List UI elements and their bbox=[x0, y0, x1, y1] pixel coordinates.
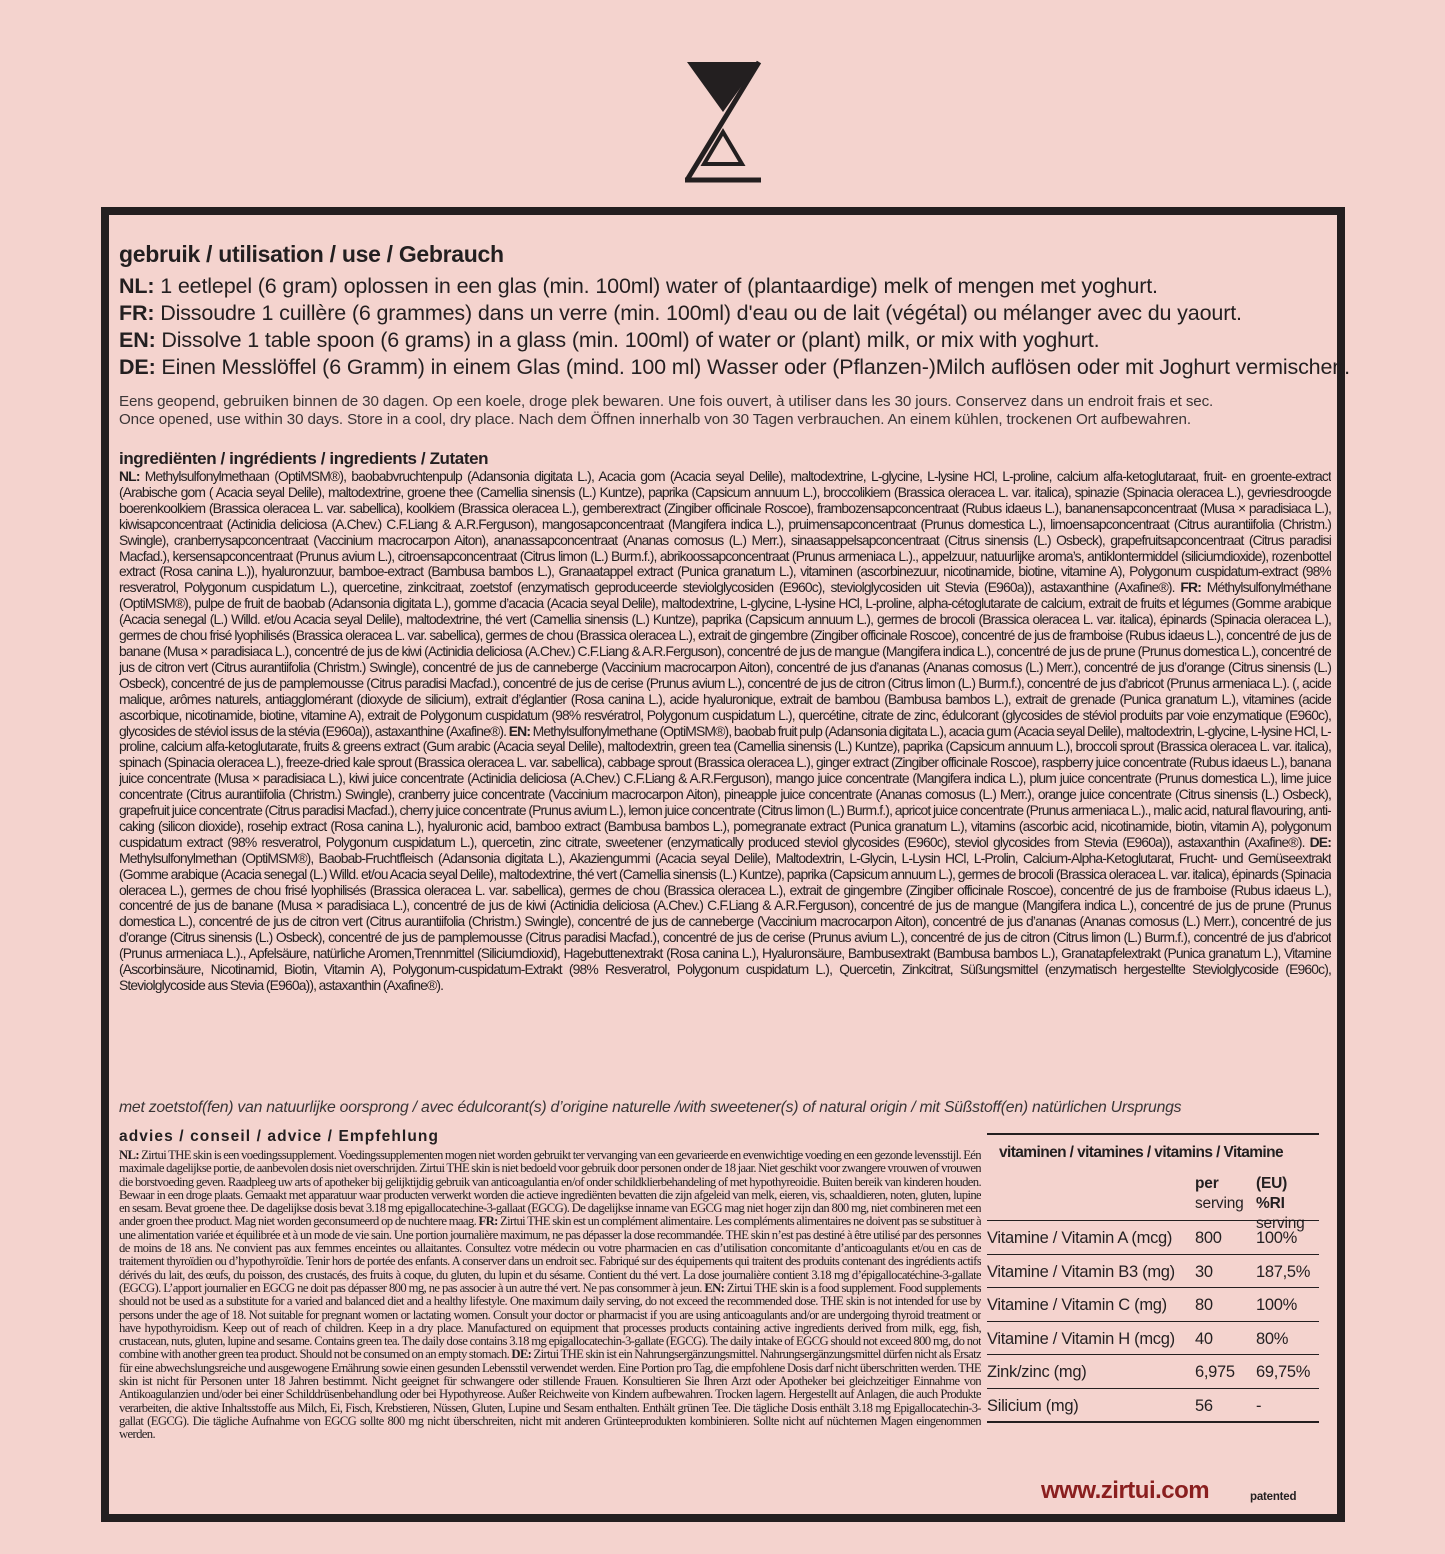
storage-line-1: Eens geopend, gebruiken binnen de 30 dagen. Op een koele, droge plek bewaren. Une fois ouvert, à utiliser dans les 30 jours. Conservez dans un endroit frais et sec. bbox=[119, 393, 1214, 410]
vitamins-column-headers bbox=[987, 1172, 1319, 1232]
usage-heading: gebruik / utilisation / use / Gebrauch bbox=[119, 241, 504, 267]
vitamin-ri: 80% bbox=[1256, 1329, 1289, 1348]
ingr-text-nl: Methylsulfonylmethaan (OptiMSM®), baobabvruchtenpulp (Adansonia digitata L.), Acacia gom (Acacia seyal Delile), maltodextrine, L-glycine, L-lysine HCl, L-proline, calcium alfa-ketoglutaraat, fruit- en groente-extract (Arabische gom ( Acacia seyal Delile), maltodextrine, groene thee (Camellia sinensis (L.) Kuntze), paprika (Capsicum annuum L.), broccolikiem (Brassica oleracea L. var. italica), spinazie (Spinacia oleracea L.), gevriesdroogde boerenkoolkiem (Brassica oleracea L. var. sabellica), koolkiem (Brassica oleracea L.), gemberextract (Zingiber officinale Roscoe), frambozensapconcentraat (Rubus idaeus L.), bananensapconcentraat (Musa × paradisiaca L.), kiwisapconcentraat (Actinidia deliciosa (A.Chev.) C.F.Liang & A.R.Ferguson), mangosapconcentraat (Mangifera indica L.), pruimensapconcentraat (Prunus domestica L.), limoensapconcentraat (Citrus aurantiifolia (Christm.) Swingle), cranberrysapconcentraat (Vaccinium macrocarpon Aiton), ananassapconcentraat (Ananas comosus (L.) Merr.), sinaasappelsapconcentraat (Citrus sinensis (L.) Osbeck), grapefruitsapconcentraat (Citrus paradisi Macfad.), kersensapconcentraat (Prunus avium L.), citroensapconcentraat (Citrus limon (L.) Burm.f.), abrikoossapconcentraat (Prunus armeniaca L.)., appelzuur, natuurlijke aroma’s, antiklontermiddel (siliciumdioxide), rozenbottel extract (Rosa canina L.)), hyaluronzuur, bamboe-extract (Bambusa bambos L.), Granaatappel extract (Punica granatum L.), vitaminen (ascorbinezuur, nicotinamide, biotine, vitamine A), Polygonum cuspidatum-extract (98% resveratrol, Polygonum cuspidatum L.), quercetine, zinkcitraat, zoetstof (enzymatisch geproduceerde steviolglycosiden (E960c), steviolglycosiden uit Stevia (E960a)), astaxanthine (Axafine®). bbox=[119, 469, 1331, 596]
vitamin-value: 6,975 bbox=[1195, 1363, 1235, 1381]
table-row bbox=[987, 1321, 1319, 1355]
usage-text-nl: 1 eetlepel (6 gram) oplossen in een glas (min. 100ml) water of (plantaardige) melk of mengen met yoghurt. bbox=[154, 274, 1158, 298]
lang-label-nl: NL: bbox=[119, 274, 155, 298]
table-row bbox=[987, 1388, 1319, 1422]
vitamin-name: Vitamine / Vitamin C (mg) bbox=[987, 1296, 1167, 1314]
usage-line-fr bbox=[119, 300, 1341, 327]
lang-label-en: EN: bbox=[119, 328, 156, 352]
usage-line-de bbox=[119, 354, 1350, 381]
ingr-text-fr: Méthylsulfonylméthane (OptiMSM®), pulpe de fruit de baobab (Adansonia digitata L.), gomme d’acacia (Acacia seyal Delile), maltodextrine, L-glycine, L-lysine HCl, L-proline, alpha-cétoglutarate de calcium, extrait de fruits et légumes (Gomme arabique (Acacia senegal (L.) Willd. et/ou Acacia seyal Delile), maltodextrine, thé vert (Camellia sinensis (L.) Kuntze), paprika (Capsicum annuum L.), germes de brocoli (Brassica oleracea L. var. italica), épinards (Spinacia oleracea L.), germes de chou frisé lyophilisés (Brassica oleracea L. var. sabellica), germes de chou (Brassica oleracea L.), extrait de gingembre (Zingiber officinale Roscoe), concentré de jus de framboise (Rubus idaeus L.), concentré de jus de banane (Musa × paradisiaca L.), concentré de jus de kiwi (Actinidia deliciosa (A.Chev.) C.F.Liang & A.R.Ferguson), concentré de jus de mangue (Mangifera indica L.), concentré de jus de prune (Prunus domestica L.), concentré de jus de citron vert (Citrus aurantiifolia (Christm.) Swingle), concentré de jus de canneberge (Vaccinium macrocarpon Aiton), concentré de jus d’ananas (Ananas comosus (L.) Merr.), concentré de jus d’orange (Citrus sinensis (L.) Osbeck), concentré de jus de pamplemousse (Citrus paradisi Macfad.), concentré de jus de cerise (Prunus avium L.), concentré de jus de citron (Citrus limon (L.) Burm.f.), concentré de jus d’abricot (Prunus armeniaca L.). (, acide malique, arômes naturels, antiagglomérant (dioxyde de silicium), extrait d’églantier (Rosa canina L.), acide hyaluronique, extrait de bambou (Bambusa bambos L.), extrait de grenade (Punica granatum L.), vitamines (acide ascorbique, nicotinamide, biotine, vitamine A), extrait de Polygonum cuspidatum (98% resvératrol, Polygonum cuspidatum L.), quercétine, citrate de zinc, édulcorant (glycosides de stéviol produits par voie enzymatique (E960c), glycosides de stéviol issus de la stévia (E960a)), astaxanthine (Axafine®). bbox=[119, 579, 1331, 739]
col-ri-label: (EU) %RI bbox=[1256, 1175, 1288, 1212]
usage-lines bbox=[119, 273, 1350, 381]
ingr-label-en: EN: bbox=[508, 722, 531, 739]
vitamin-value: 30 bbox=[1195, 1262, 1213, 1281]
advice-label-nl: NL: bbox=[119, 1149, 139, 1162]
table-row bbox=[987, 1354, 1319, 1388]
vitamins-title: vitaminen / vitamines / vitamins / Vitamine bbox=[999, 1144, 1284, 1161]
advice-text-en: Zirtui THE skin is a food supplement. Food supplements should not be used as a substitute for a varied and balanced diet and a healthy lifestyle. One maximum daily serving, do not exceed the recommended dose. THE skin is not intended for use by persons under the age of 18. Not suitable for pregnant women or lactating women. Consult your doctor or pharmacist if you are using anticoagulants and/or are undergoing thyroid treatment or have hypothyroidism. Keep out of reach of children. Keep in a dry place. Manufactured on equipment that processes products containing active ingredients derived from milk, egg, fish, crustacean, nuts, gluten, lupine and sesame. Contains green tea. The daily dose contains 3.18 mg epigallocatechin-3-gallate (EGCG). The daily intake of EGCG should not exceed 800 mg, do not combine with another green tea product. Should not be consumed on an empty stomach. bbox=[119, 1280, 981, 1362]
vitamins-bottom-rule bbox=[987, 1421, 1319, 1423]
ingredients-text bbox=[119, 469, 1331, 1083]
col-per-sub: serving bbox=[1195, 1195, 1244, 1212]
table-row bbox=[987, 1287, 1319, 1321]
vitamin-ri: 100% bbox=[1256, 1296, 1298, 1314]
vitamin-value: 40 bbox=[1195, 1329, 1213, 1348]
advice-label-fr: FR: bbox=[478, 1214, 498, 1229]
vitamins-col-per-serving bbox=[1195, 1174, 1244, 1214]
usage-line-nl bbox=[119, 273, 1341, 300]
advice-heading: advies / conseil / advice / Empfehlung bbox=[119, 1128, 440, 1145]
patented-label: patented bbox=[1250, 1491, 1297, 1503]
website-link[interactable]: www.zirtui.com bbox=[1041, 1477, 1210, 1504]
advice-text-fr: Zirtui THE skin est un complément alimentaire. Les compléments alimentaires ne doivent pas se substituer à une alimentation variée et équilibrée et à un mode de vie sain. Une portion journalière maximum, ne pas dépasser la dose recommandée. THE skin n’est pas destiné à être utilisé par des personnes de moins de 18 ans. Ne convient pas aux femmes enceintes ou allaitantes. Consultez votre médecin ou votre pharmacien en cas d’utilisation concomitante d’anticoagulants et/ou en cas de traitement thyroïdien ou d’hypothyroïdie. Tenir hors de portée des enfants. A conserver dans un endroit sec. Fabriqué sur des équipements qui traitent des produits contenant des ingrédients actifs dérivés du lait, des œufs, du poisson, des crustacés, des fruits à coque, du gluten, du lupin et du sésame. Contient du thé vert. La dose journalière contient 3.18 mg d’épigallocatéchine-3-gallate (EGCG). L’apport journalier en EGCG ne doit pas dépasser 800 mg, ne pas associer à un autre thé vert. Ne pas consommer à jeun. bbox=[119, 1214, 981, 1295]
lang-label-fr: FR: bbox=[119, 301, 155, 325]
usage-text-de: Einen Messlöffel (6 Gramm) in einem Glas (mind. 100 ml) Wasser oder (Pflanzen-)Milch auflösen oder mit Joghurt vermischen. bbox=[155, 355, 1350, 379]
ingredients-heading: ingrediënten / ingrédients / ingredients / Zutaten bbox=[119, 449, 489, 468]
vitamin-value: 800 bbox=[1195, 1229, 1222, 1247]
col-per-label: per bbox=[1195, 1175, 1219, 1192]
advice-text bbox=[119, 1149, 981, 1515]
storage-instructions bbox=[119, 393, 1339, 429]
vitamin-name: Vitamine / Vitamin A (mcg) bbox=[987, 1229, 1173, 1247]
table-row bbox=[987, 1220, 1319, 1254]
vitamin-name: Zink/zinc (mg) bbox=[987, 1363, 1087, 1381]
usage-line-en bbox=[119, 327, 1341, 354]
label-panel bbox=[101, 207, 1350, 1522]
advice-label-de: DE: bbox=[511, 1347, 532, 1362]
vitamin-name: Vitamine / Vitamin B3 (mg) bbox=[987, 1262, 1175, 1281]
vitamin-ri: 69,75% bbox=[1256, 1363, 1311, 1381]
hourglass-logo-icon bbox=[682, 56, 764, 186]
ingr-label-fr: FR: bbox=[1180, 579, 1201, 596]
ingr-text-en: Methylsulfonylmethane (OptiMSM®), baobab fruit pulp (Adansonia digitata L.), acacia gum (Acacia seyal Delile), maltodextrin, L-glycine, L-lysine HCl, L-proline, calcium alfa-ketoglutarate, fruits & greens extract (Gum arabic (Acacia seyal Delile), maltodextrin, green tea (Camellia sinensis (L.) Kuntze), paprika (Capsicum annuum L.), broccoli sprout (Brassica oleracea L. var. italica), spinach (Spinacia oleracea L.), freeze-dried kale sprout (Brassica oleracea L. var. sabellica), cabbage sprout (Brassica oleracea L.), ginger extract (Zingiber officinale Roscoe), raspberry juice concentrate (Rubus idaeus L.), banana juice concentrate (Musa × paradisiaca L.), kiwi juice concentrate (Actinidia deliciosa (A.Chev.) C.F.Liang & A.R.Ferguson), mango juice concentrate (Mangifera indica L.), plum juice concentrate (Prunus domestica L.), lime juice concentrate (Citrus aurantiifolia (Christm.) Swingle), cranberry juice concentrate (Vaccinium macrocarpon Aiton), pineapple juice concentrate (Ananas comosus (L.) Merr.), orange juice concentrate (Citrus sinensis (L.) Osbeck), grapefruit juice concentrate (Citrus paradisi Macfad.), cherry juice concentrate (Prunus avium L.), lemon juice concentrate (Citrus limon (L.) Burm.f.), apricot juice concentrate (Prunus armeniaca L.)., malic acid, natural flavouring, anti-caking (silicon dioxide), rosehip extract (Rosa canina L.), hyaluronic acid, bamboo extract (Bambusa bambos L.), pomegranate extract (Punica granatum L.), vitamins (ascorbic acid, nicotinamide, biotin, vitamin A), polygonum cuspidatum extract (98% resveratrol, Polygonum cuspidatum L.), quercetin, zinc citrate, sweetener (enzymatically produced steviol glycosides (E960c), steviol glycosides from Stevia (E960a)), astaxanthin (Axafine®). bbox=[119, 722, 1331, 850]
advice-label-en: EN: bbox=[704, 1280, 725, 1295]
vitamin-name: Vitamine / Vitamin H (mcg) bbox=[987, 1329, 1175, 1348]
storage-line-2: Once opened, use within 30 days. Store in a cool, dry place. Nach dem Öffnen innerhalb von 30 Tagen verbrauchen. An einem kühlen, trockenen Ort aufbewahren. bbox=[119, 411, 1191, 428]
ingr-label-de: DE: bbox=[1309, 833, 1331, 850]
ingr-label-nl: NL: bbox=[119, 469, 140, 484]
vitamin-name: Silicium (mg) bbox=[987, 1396, 1079, 1415]
col-ri-sub: serving bbox=[1256, 1215, 1305, 1232]
advice-text-de: Zirtui THE skin ist ein Nahrungsergänzungsmittel. Nahrungsergänzungsmittel dürfen nicht als Ersatz für eine abwechslungsreiche und ausgewogene Ernährung sowie einen gesunden Lebensstil verwendet werden. Eine Portion pro Tag, die empfohlene Dosis darf nicht überschritten werden. THE skin ist nicht für Personen unter 18 Jahren bestimmt. Nicht geeignet für schwangere oder stillende Frauen. Konsultieren Sie Ihren Arzt oder Apotheker bei gleichzeitiger Einnahme von Antikoagulanzien und/oder bei einer Schilddrüsenbehandlung oder bei Hypothyreose. Außer Reichweite von Kindern aufbewahren. Trocken lagern. Hergestellt auf Anlagen, die auch Produkte verarbeiten, die aktive Inhaltsstoffe aus Milch, Ei, Fisch, Krebstieren, Nüssen, Gluten, Lupine und Sesam enthalten. Enthält grünen Tee. Die tägliche Dosis enthält 3.18 mg Epigallocatechin-3-gallat (EGCG). Die tägliche Aufnahme von EGCG sollte 800 mg nicht überschreiten, nicht mit anderen Grünteeprodukten kombinieren. Sollte nicht auf nüchternen Magen eingenommen werden. bbox=[119, 1347, 981, 1442]
lang-label-de: DE: bbox=[119, 355, 156, 379]
usage-text-en: Dissolve 1 table spoon (6 grams) in a glass (min. 100ml) of water or (plant) milk, or mix with yoghurt. bbox=[155, 328, 1100, 352]
advice-text-nl: Zirtui THE skin is een voedingssupplement. Voedingssupplementen mogen niet worden gebruikt ter vervanging van een gevarieerde en evenwichtige voeding en een gezonde levensstijl. Eén maximale dagelijkse portie, de aanbevolen dosis niet overschrijden. Zirtui THE skin is niet bedoeld voor gebruik door personen onder de 18 jaar. Niet geschikt voor zwangere vrouwen of vrouwen die borstvoeding geven. Raadpleeg uw arts of apotheker bij gelijktijdig gebruik van anticoagulantia en/of onder schildklierbehandeling of met hypothyreoidie. Buiten bereik van kinderen houden. Bewaar in een droge plaats. Gemaakt met apparatuur waar producten verwerkt worden die actieve ingrediënten bevatten die zijn afgeleid van melk, eieren, vis, schaaldieren, noten, gluten, lupine en sesam. Bevat groene thee. De dagelijkse dosis bevat 3.18 mg epigallocatechine-3-gallaat (EGCG). De dagelijkse inname van EGCG mag niet hoger zijn dan 800 mg, niet combineren met een ander groen thee product. Mag niet worden geconsumeerd op de nuchtere maag. bbox=[119, 1149, 981, 1229]
vitamin-ri: 187,5% bbox=[1256, 1262, 1311, 1281]
sweetener-note: met zoetstof(fen) van natuurlijke oorsprong / avec édulcorant(s) d’origine naturelle /with sweetener(s) of natural origin / mit Süßstoff(en) natürlichen Ursprungs bbox=[119, 1099, 1182, 1116]
vitamins-table bbox=[987, 1133, 1319, 1423]
vitamin-ri: 100% bbox=[1256, 1229, 1298, 1247]
logo-top-triangle bbox=[687, 62, 759, 112]
ingr-text-de: Methylsulfonylmethan (OptiMSM®), Baobab-Fruchtfleisch (Adansonia digitata L.), Akaziengummi (Acacia seyal Delile), Maltodextrin, L-Glycin, L-Lysin HCl, L-Prolin, Calcium-Alpha-Ketoglutarat, Frucht- und Gemüseextrakt (Gomme arabique (Acacia senegal (L.) Willd. et/ou Acacia seyal Delile), maltodextrine, thé vert (Camellia sinensis (L.) Kuntze), paprika (Capsicum annuum L.), germes de brocoli (Brassica oleracea L. var. italica), épinards (Spinacia oleracea L.), germes de chou frisé lyophilisés (Brassica oleracea L. var. sabellica), germes de chou (Brassica oleracea L.), extrait de gingembre (Zingiber officinale Roscoe), concentré de jus de framboise (Rubus idaeus L.), concentré de jus de banane (Musa × paradisiaca L.), concentré de jus de kiwi (Actinidia deliciosa (A.Chev.) C.F.Liang & A.R.Ferguson), concentré de jus de mangue (Mangifera indica L.), concentré de jus de prune (Prunus domestica L.), concentré de jus de citron vert (Citrus aurantiifolia (Christm.) Swingle), concentré de jus de canneberge (Vaccinium macrocarpon Aiton), concentré de jus d’ananas (Ananas comosus (L.) Merr.), concentré de jus d’orange (Citrus sinensis (L.) Osbeck), concentré de jus de pamplemousse (Citrus paradisi Macfad.), concentré de jus de cerise (Prunus avium L.), concentré de jus de citron (Citrus limon (L.) Burm.f.), concentré de jus d’abricot (Prunus armeniaca L.)., Apfelsäure, natürliche Aromen,Trennmittel (Siliciumdioxid), Hagebuttenextrakt (Rosa canina L.), Hyaluronsäure, Bambusextrakt (Bambusa bambos L.), Granatapfelextrakt (Punica granatum L.), Vitamine (Ascorbinsäure, Nicotinamid, Biotin, Vitamin A), Polygonum-cuspidatum-Extrakt (98% Resveratrol, Polygonum cuspidatum L.), Quercetin, Zinkcitrat, Süßungsmittel (enzymatisch hergestellte Steviolglycoside (E960c), Steviolglycoside aus Stevia (E960a)), astaxanthin (Axafine®). bbox=[119, 849, 1331, 993]
logo-bottom-triangle bbox=[704, 132, 742, 164]
usage-text-fr: Dissoudre 1 cuillère (6 grammes) dans un verre (min. 100ml) d'eau ou de lait (végétal) ou mélanger avec du yaourt. bbox=[154, 301, 1242, 325]
vitamin-ri: - bbox=[1256, 1396, 1262, 1415]
vitamin-value: 56 bbox=[1195, 1396, 1213, 1415]
vitamin-value: 80 bbox=[1195, 1296, 1213, 1314]
table-row bbox=[987, 1254, 1319, 1288]
